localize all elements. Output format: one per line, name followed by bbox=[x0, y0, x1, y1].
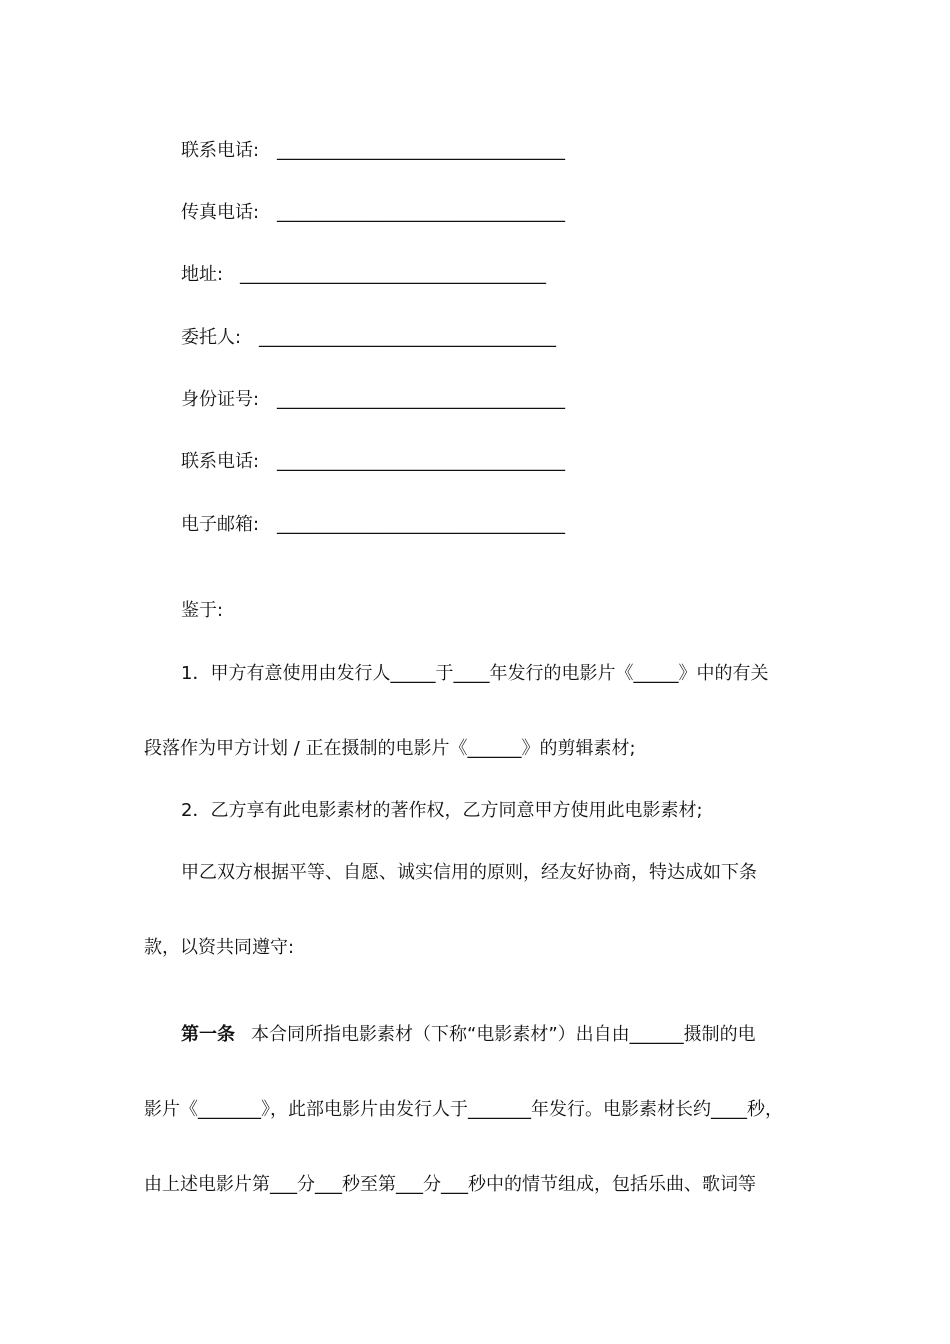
field-blank-phone[interactable]: ________________________________ bbox=[277, 140, 565, 161]
field-label-fax: 传真电话: bbox=[181, 202, 260, 223]
article-1-title: 第一条 bbox=[181, 1024, 235, 1045]
field-label-id-number: 身份证号: bbox=[181, 389, 260, 410]
article-1-line-1: 本合同所指电影素材（下称“电影素材”）出自由______摄制的电 bbox=[251, 1024, 756, 1045]
article-1-line-2: 影片《_______》，此部电影片由发行人于_______年发行。电影素材长约____秒， bbox=[144, 1099, 783, 1120]
field-blank-phone-2[interactable]: ________________________________ bbox=[277, 451, 565, 472]
agreement-line-2: 款，以资共同遵守: bbox=[144, 937, 295, 958]
recital-1-line-1: 1．甲方有意使用由发行人_____于____年发行的电影片《_____》中的有关 bbox=[181, 663, 769, 684]
field-label-email: 电子邮箱: bbox=[181, 514, 260, 535]
article-1-line-3: 由上述电影片第___分___秒至第___分___秒中的情节组成，包括乐曲、歌词等 bbox=[144, 1174, 756, 1195]
field-blank-agent[interactable]: _________________________________ bbox=[259, 327, 556, 348]
field-blank-email[interactable]: ________________________________ bbox=[277, 514, 565, 535]
recital-1-line-2: 段落作为甲方计划 / 正在摄制的电影片《______》的剪辑素材; bbox=[144, 738, 636, 759]
recital-2-line-1: 2．乙方享有此电影素材的著作权，乙方同意甲方使用此电影素材; bbox=[181, 800, 703, 821]
field-label-address: 地址: bbox=[181, 264, 224, 285]
field-blank-fax[interactable]: ________________________________ bbox=[277, 202, 565, 223]
field-blank-id-number[interactable]: ________________________________ bbox=[277, 389, 565, 410]
recital-intro: 鉴于: bbox=[181, 600, 224, 621]
field-blank-address[interactable]: __________________________________ bbox=[240, 264, 546, 285]
field-label-phone-2: 联系电话: bbox=[181, 451, 260, 472]
field-label-phone: 联系电话: bbox=[181, 140, 260, 161]
agreement-line-1: 甲乙双方根据平等、自愿、诚实信用的原则，经友好协商，特达成如下条 bbox=[181, 862, 757, 883]
field-label-agent: 委托人: bbox=[181, 327, 242, 348]
